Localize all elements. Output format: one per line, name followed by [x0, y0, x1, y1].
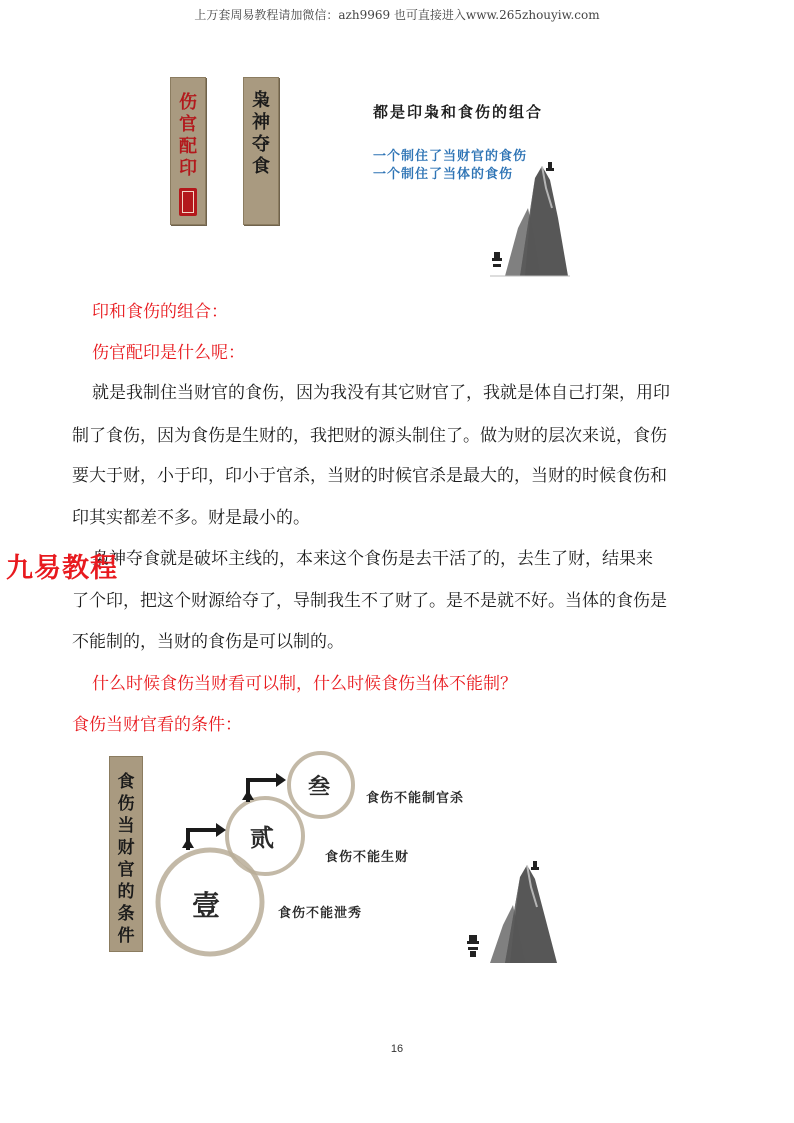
- figure-line-1: 一个制住了当财官的食伤: [373, 149, 528, 164]
- figure-conditions: [100, 750, 570, 965]
- arrow-head-up-2: [242, 790, 254, 800]
- char: 当: [117, 816, 135, 836]
- paragraph-2-line-3: 不能制的，当财的食伤是可以制的。: [72, 632, 344, 652]
- circle-label-1: 壹: [192, 889, 221, 922]
- paragraph-2-line-1: 枭神夺食就是破坏主线的，本来这个食伤是去干活了的，去生了财，结果来: [92, 549, 653, 569]
- char: 官: [179, 114, 197, 135]
- figure-yin-shishang: [165, 70, 565, 280]
- char: 配: [179, 136, 197, 157]
- arrow-head-2: [276, 773, 286, 787]
- char: 条: [117, 904, 135, 924]
- char: 食: [117, 772, 135, 792]
- heading-conditions: 食伤当财官看的条件：: [72, 715, 242, 735]
- char: 枭: [252, 90, 270, 111]
- char: 伤: [117, 794, 135, 814]
- char: 印: [179, 158, 197, 179]
- char: 食: [252, 156, 270, 177]
- banner-xiaoshen-duoshi: [243, 77, 279, 225]
- figure-title: 都是印枭和食伤的组合: [373, 103, 544, 121]
- page-header: 上万套周易教程请加微信：azh9969 也可直接进入www.265zhouyiw.com: [194, 8, 600, 22]
- arrow-head-up-1: [182, 838, 194, 848]
- paragraph-1-line-3: 要大于财，小于印，印小于官杀，当财的时候官杀是最大的，当财的时候食伤和: [72, 466, 667, 486]
- char: 件: [117, 926, 135, 946]
- char: 财: [117, 838, 135, 858]
- char: 夺: [252, 134, 270, 155]
- question-heading: 什么时候食伤当财看可以制，什么时候食伤当体不能制？: [92, 674, 517, 694]
- page-number: 16: [390, 1043, 404, 1055]
- heading-yin-shishang: 印和食伤的组合：: [92, 302, 228, 322]
- paragraph-1-line-1: 就是我制住当财官的食伤，因为我没有其它财官了，我就是体自己打架，用印: [92, 383, 670, 403]
- banner-shangguan-peiyin: [170, 77, 206, 225]
- red-seal-stamp: [179, 188, 197, 216]
- heading-shangguan-peiyin: 伤官配印是什么呢：: [92, 343, 245, 363]
- figure-line-2: 一个制住了当体的食伤: [373, 167, 514, 182]
- condition-3: 食伤不能制官杀: [366, 791, 465, 806]
- paragraph-1-line-2: 制了食伤，因为食伤是生财的，我把财的源头制住了。做为财的层次来说，食伤: [72, 426, 667, 446]
- char: 官: [117, 860, 135, 880]
- circle-label-3: 叁: [308, 774, 331, 800]
- condition-2: 食伤不能生财: [325, 850, 410, 865]
- watermark-logo: 九易教程: [6, 553, 118, 584]
- condition-1: 食伤不能泄秀: [278, 906, 363, 921]
- char: 的: [117, 882, 135, 902]
- ink-mountain-illustration: [490, 158, 570, 278]
- ink-mountain-illustration: [465, 855, 565, 965]
- char: 伤: [179, 92, 197, 113]
- circle-label-2: 贰: [250, 823, 274, 852]
- arrow-head-1: [216, 823, 226, 837]
- paragraph-1-line-4: 印其实都差不多。财是最小的。: [72, 508, 310, 528]
- paragraph-2-line-2: 了个印，把这个财源给夺了，导制我生不了财了。是不是就不好。当体的食伤是: [72, 591, 667, 611]
- char: 神: [252, 112, 270, 133]
- banner-text: [244, 90, 278, 178]
- banner-text: [171, 92, 205, 180]
